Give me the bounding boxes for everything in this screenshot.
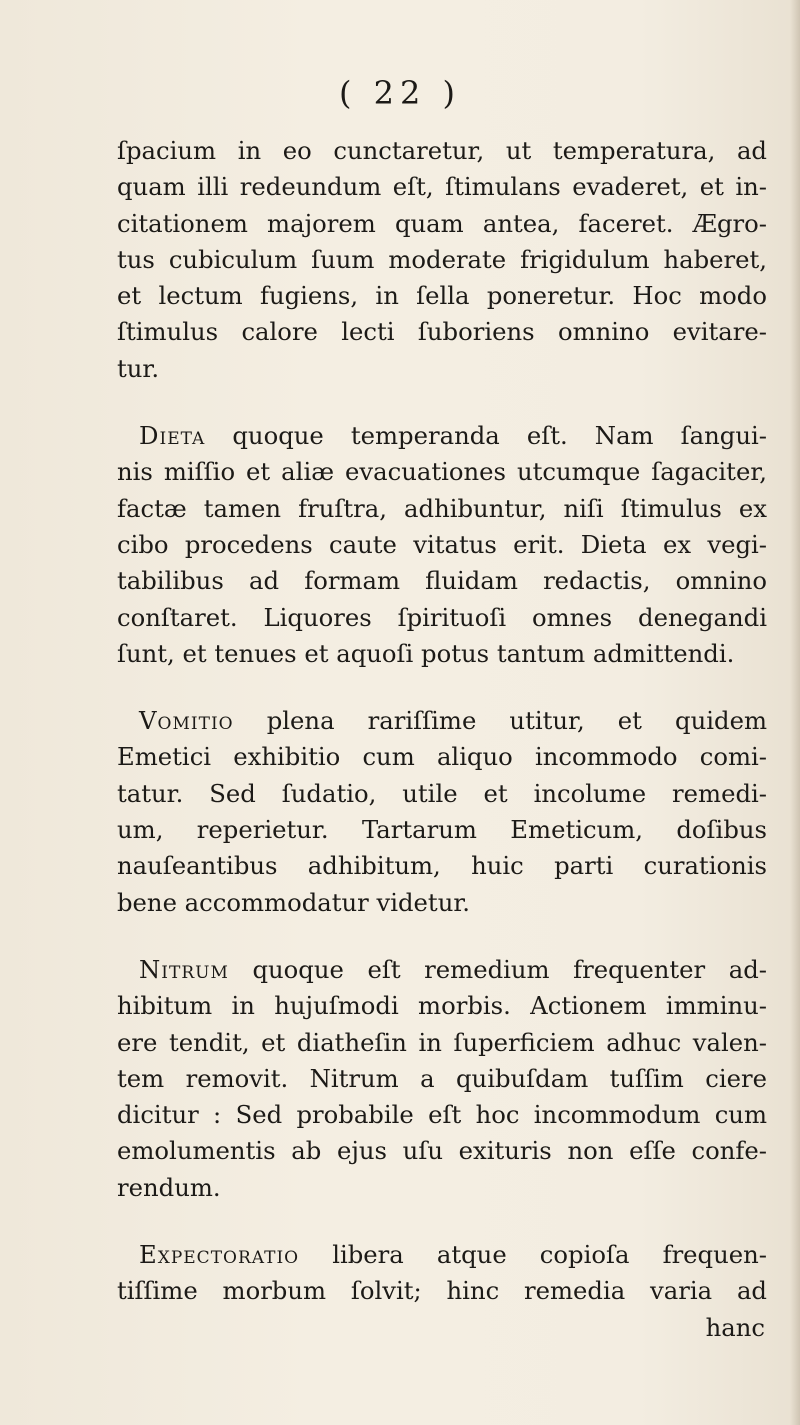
paragraph <box>117 1237 767 1346</box>
body-text <box>117 133 767 1346</box>
text-line: hibitum in hujuſmodi morbis. Actionem imminu- <box>117 991 767 1021</box>
catchword: hanc <box>705 1312 765 1342</box>
text-line <box>117 703 767 739</box>
paragraph-lead: Vomitio <box>139 706 234 736</box>
text-line: ere tendit, et diatheſin in ſuperficiem adhuc valen- <box>117 1027 767 1057</box>
text-line: cibo procedens caute vitatus erit. Dieta ex vegi- <box>117 529 767 559</box>
paragraph-lead: Expectoratio <box>139 1240 300 1270</box>
text-line <box>117 1237 767 1273</box>
text-line: emolumentis ab ejus uſu exituris non eſſe confe- <box>117 1136 767 1166</box>
text-line: um, reperietur. Tartarum Emeticum, doſibus <box>117 815 767 845</box>
text-line: tatur. Sed ſudatio, utile et incolume remedi- <box>117 778 767 808</box>
text-line: nis miſſio et aliæ evacuationes utcumque ſagaciter, <box>117 457 767 487</box>
paragraph <box>117 133 767 387</box>
text-line: tiſſime morbum ſolvit; hinc remedia varia ad <box>117 1276 767 1306</box>
text-line <box>117 952 767 988</box>
text-line <box>117 418 767 454</box>
text-line: Emetici exhibitio cum aliquo incommodo comi- <box>117 742 767 772</box>
text-line: tem removit. Nitrum a quibuſdam tuſſim ciere <box>117 1063 767 1093</box>
text-run: quoque temperanda eſt. Nam ſangui- <box>205 421 767 451</box>
text-line: rendum. <box>117 1172 221 1202</box>
text-line: ſtimulus calore lecti ſuboriens omnino evitare- <box>117 317 767 347</box>
text-line: quam illi redeundum eſt, ſtimulans evaderet, et in- <box>117 172 767 202</box>
paragraph <box>117 418 767 672</box>
text-run: quoque eſt remedium frequenter ad- <box>228 954 767 984</box>
text-line: nauſeantibus adhibitum, huic parti curationis <box>117 851 767 881</box>
text-line: citationem majorem quam antea, faceret. Ægro- <box>117 208 767 238</box>
paragraph-lead: Nitrum <box>139 954 229 984</box>
paragraph <box>117 952 767 1206</box>
page-number: ( 22 ) <box>338 74 462 112</box>
text-line: tur. <box>117 353 160 383</box>
text-line: et lectum fugiens, in ſella poneretur. Hoc modo <box>117 281 767 311</box>
page-edge-shadow <box>790 0 800 1425</box>
text-line: conſtaret. Liquores ſpirituoſi omnes denegandi <box>117 602 767 632</box>
text-line: dicitur : Sed probabile eſt hoc incommodum cum <box>117 1100 767 1130</box>
text-line: ſpacium in eo cunctaretur, ut temperatura, ad <box>117 136 767 165</box>
text-line: ſunt, et tenues et aquoſi potus tantum admittendi. <box>117 638 735 668</box>
text-line: tabilibus ad formam fluidam redactis, omnino <box>117 566 767 596</box>
text-run: libera atque copioſa frequen- <box>299 1240 767 1270</box>
paragraph <box>117 703 767 921</box>
text-run: plena rariſſime utitur, et quidem <box>233 706 767 736</box>
text-line: bene accommodatur videtur. <box>117 887 471 917</box>
text-line: tus cubiculum ſuum moderate frigidulum haberet, <box>117 244 767 274</box>
text-line: factæ tamen fruſtra, adhibuntur, niſi ſtimulus ex <box>117 493 767 523</box>
paragraph-lead: Dieta <box>139 421 206 451</box>
